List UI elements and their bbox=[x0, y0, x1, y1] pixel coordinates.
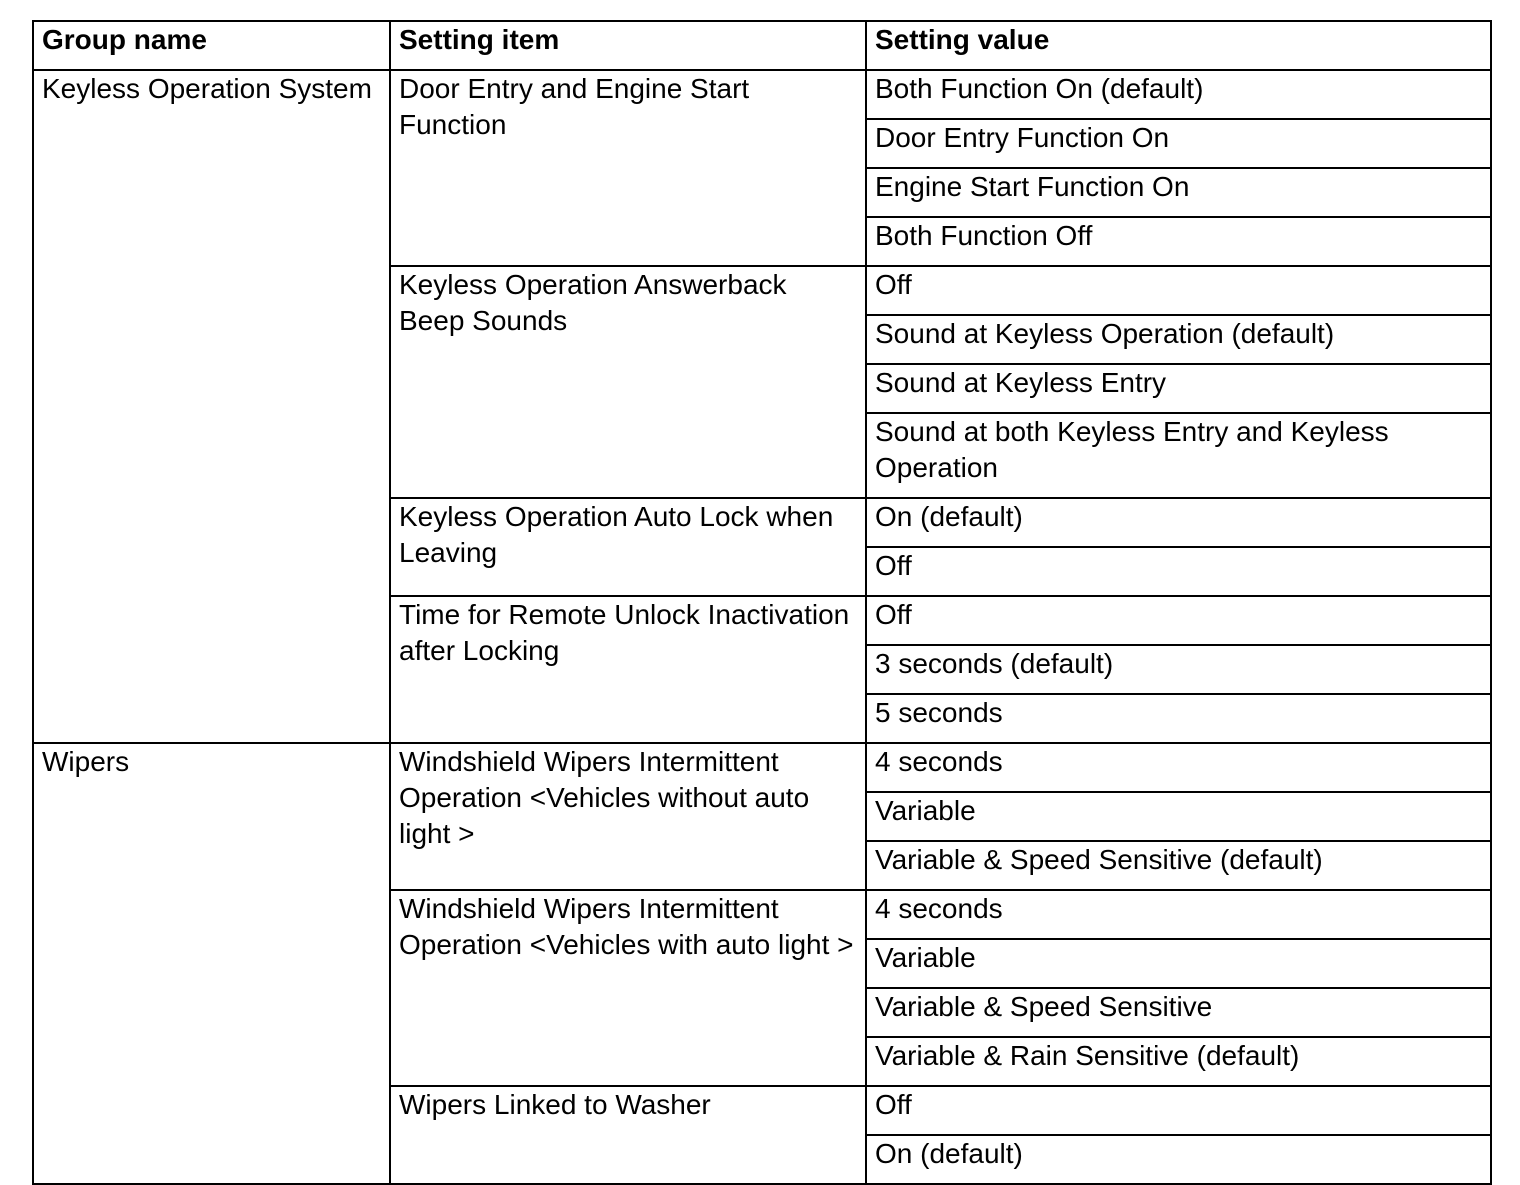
settings-table bbox=[32, 20, 1492, 1185]
setting-value-cell: Door Entry Function On bbox=[866, 119, 1491, 168]
setting-value-cell: Variable & Rain Sensitive (default) bbox=[866, 1037, 1491, 1086]
header-setting-value: Setting value bbox=[866, 21, 1491, 70]
setting-value-cell: On (default) bbox=[866, 498, 1491, 547]
setting-item-cell: Windshield Wipers Intermittent Operation <Vehicles without auto light > bbox=[390, 743, 866, 890]
setting-value-cell: Engine Start Function On bbox=[866, 168, 1491, 217]
setting-value-cell: Sound at Keyless Entry bbox=[866, 364, 1491, 413]
setting-value-cell: 3 seconds (default) bbox=[866, 645, 1491, 694]
setting-value-cell: Off bbox=[866, 596, 1491, 645]
setting-value-cell: Sound at both Keyless Entry and Keyless Operation bbox=[866, 413, 1491, 498]
setting-item-cell: Keyless Operation Answerback Beep Sounds bbox=[390, 266, 866, 498]
header-setting-item: Setting item bbox=[390, 21, 866, 70]
group-name-cell: Keyless Operation System bbox=[33, 70, 390, 743]
setting-value-cell: Off bbox=[866, 1086, 1491, 1135]
setting-value-cell: 4 seconds bbox=[866, 743, 1491, 792]
setting-value-cell: On (default) bbox=[866, 1135, 1491, 1184]
setting-item-cell: Door Entry and Engine Start Function bbox=[390, 70, 866, 266]
setting-value-cell: Off bbox=[866, 266, 1491, 315]
setting-value-cell: Sound at Keyless Operation (default) bbox=[866, 315, 1491, 364]
setting-value-cell: Both Function Off bbox=[866, 217, 1491, 266]
setting-value-cell: Variable bbox=[866, 939, 1491, 988]
setting-item-cell: Time for Remote Unlock Inactivation after Locking bbox=[390, 596, 866, 743]
setting-value-cell: Both Function On (default) bbox=[866, 70, 1491, 119]
group-name-cell: Wipers bbox=[33, 743, 390, 1184]
setting-value-cell: 5 seconds bbox=[866, 694, 1491, 743]
header-row bbox=[33, 21, 1491, 70]
setting-value-cell: Off bbox=[866, 547, 1491, 596]
table-row bbox=[33, 743, 1491, 792]
setting-value-cell: Variable bbox=[866, 792, 1491, 841]
setting-item-cell: Wipers Linked to Washer bbox=[390, 1086, 866, 1184]
setting-item-cell: Windshield Wipers Intermittent Operation <Vehicles with auto light > bbox=[390, 890, 866, 1086]
setting-value-cell: Variable & Speed Sensitive (default) bbox=[866, 841, 1491, 890]
header-group-name: Group name bbox=[33, 21, 390, 70]
setting-value-cell: Variable & Speed Sensitive bbox=[866, 988, 1491, 1037]
setting-value-cell: 4 seconds bbox=[866, 890, 1491, 939]
setting-item-cell: Keyless Operation Auto Lock when Leaving bbox=[390, 498, 866, 596]
table-row bbox=[33, 70, 1491, 119]
